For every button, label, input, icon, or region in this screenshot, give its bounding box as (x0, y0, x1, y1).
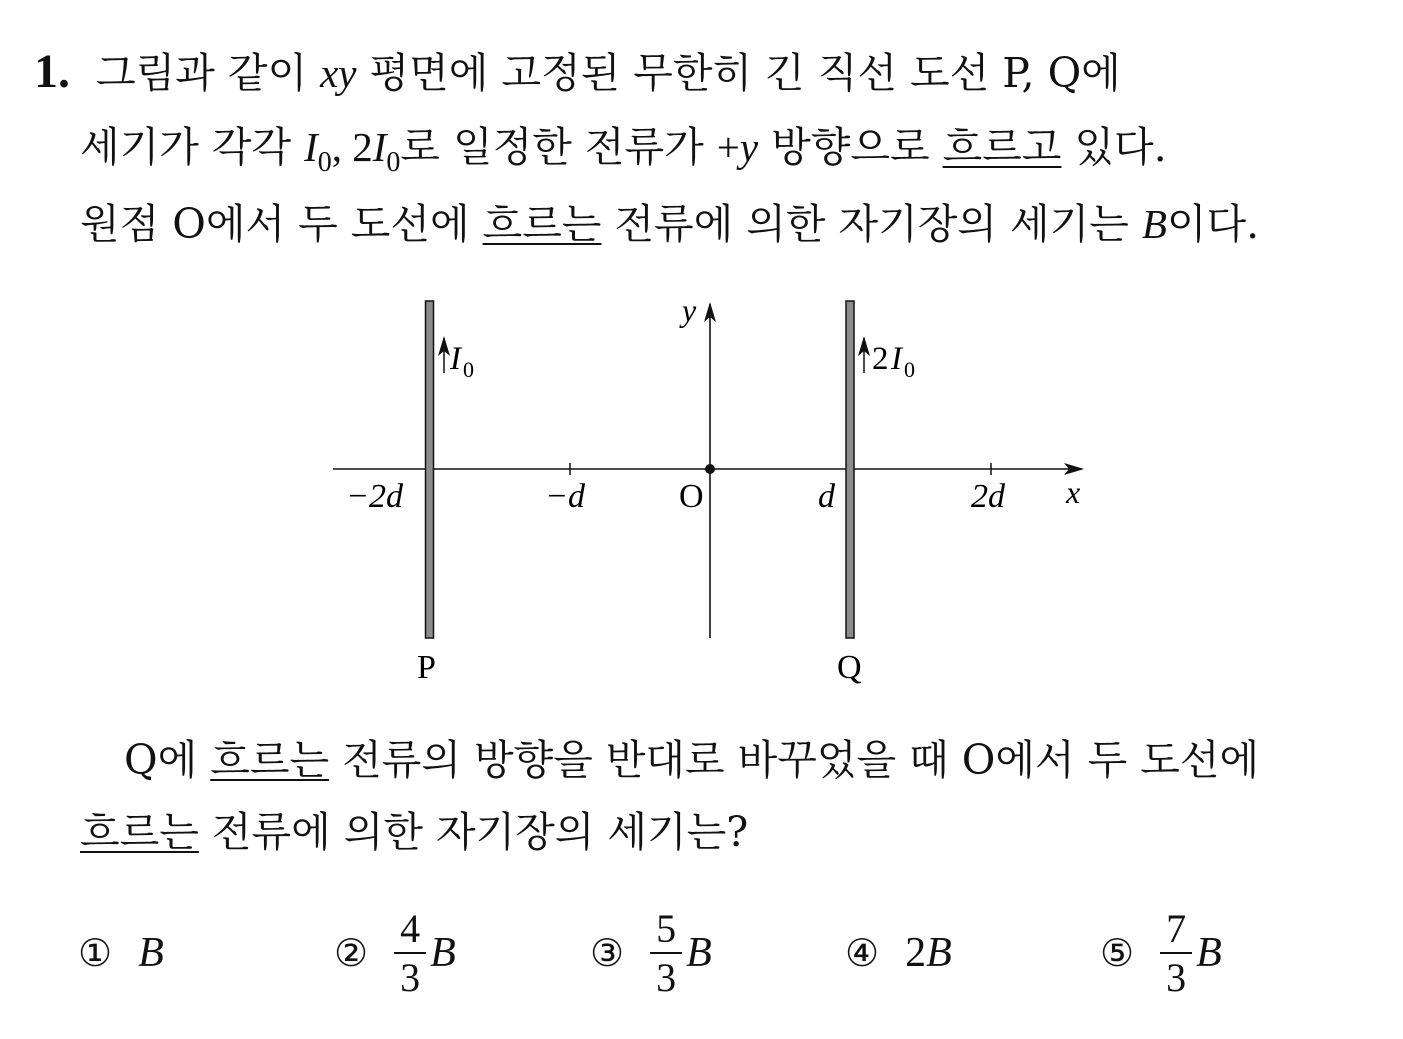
current-label-q: I (891, 341, 902, 377)
underlined-word: 흐르는 (80, 808, 199, 856)
y-axis-label: y (682, 292, 697, 328)
text-segment: , 2 (331, 124, 373, 170)
tick-label-minus-2d: −2d (346, 478, 403, 515)
text-segment: 로 일정한 전류가 (400, 123, 717, 171)
current-label-p: I (450, 341, 461, 377)
math-subscript: 0 (317, 147, 332, 178)
wire-q-label: Q (837, 649, 862, 686)
math-subscript: 0 (386, 147, 401, 178)
math-plus: + (716, 124, 740, 170)
math-y: y (739, 124, 759, 170)
wire-p (426, 301, 434, 638)
text-segment: 전류에 의한 자기장의 세기는? (198, 808, 749, 856)
choice-4[interactable] (845, 905, 952, 1001)
choice-1[interactable] (78, 905, 164, 1001)
choice-marker: ② (334, 931, 369, 975)
text-segment: 원점 O에서 두 도선에 (80, 200, 483, 248)
origin-point (705, 464, 715, 474)
text-segment: 그림과 같이 (96, 49, 321, 97)
choice-marker: ③ (590, 931, 625, 975)
fraction-denominator: 3 (1166, 954, 1187, 1000)
current-label-q-sub: 0 (904, 357, 915, 382)
choice-variable: B (1196, 930, 1222, 976)
underlined-word: 흐르고 (942, 123, 1062, 171)
underlined-word: 흐르는 (210, 736, 330, 784)
choice-fraction (1160, 905, 1192, 1000)
math-xy: xy (320, 50, 357, 96)
tick-label-2d: 2d (971, 478, 1005, 515)
current-label-q-coef: 2 (872, 341, 889, 377)
choice-coefficient: 2 (905, 930, 927, 976)
text-segment: 전류에 의한 자기장의 세기는 (601, 200, 1142, 248)
question-line-1 (124, 736, 1260, 784)
tick-label-d: d (818, 478, 835, 515)
question-line-2 (80, 808, 749, 856)
text-segment: 전류의 방향을 반대로 바꾸었을 때 O에서 두 도선에 (329, 736, 1260, 784)
fraction-numerator: 5 (656, 905, 677, 951)
wire-q (846, 301, 854, 638)
choice-5[interactable] (1100, 905, 1222, 1001)
choice-marker: ① (78, 931, 113, 975)
text-segment: 있다. (1061, 123, 1167, 171)
question-number: 1. (34, 45, 70, 98)
fraction-numerator: 7 (1166, 905, 1187, 951)
choice-variable: B (926, 930, 952, 976)
fraction-numerator: 4 (400, 905, 421, 951)
text-segment: 방향으로 (758, 123, 943, 171)
text-segment: Q에 (124, 736, 211, 784)
choice-3[interactable] (590, 905, 712, 1001)
choice-fraction (394, 905, 426, 1000)
math-B: B (1141, 201, 1167, 247)
choice-marker: ⑤ (1100, 931, 1135, 975)
text-segment: 세기가 각각 (80, 123, 305, 171)
choice-variable: B (430, 930, 456, 976)
origin-label: O (679, 478, 704, 515)
x-axis-label: x (1066, 474, 1081, 510)
choice-fraction (650, 905, 682, 1000)
choice-variable: B (686, 930, 712, 976)
choice-2[interactable] (334, 905, 456, 1001)
underlined-word: 흐르는 (482, 200, 602, 248)
wire-p-label: P (417, 649, 436, 686)
choice-variable: B (138, 930, 164, 976)
choice-marker: ④ (845, 931, 880, 975)
math-I: I (372, 124, 387, 170)
fraction-denominator: 3 (656, 954, 677, 1000)
text-segment: 평면에 고정된 무한히 긴 직선 도선 P, Q에 (356, 49, 1121, 97)
current-label-p-sub: 0 (463, 357, 474, 382)
fraction-denominator: 3 (400, 954, 421, 1000)
tick-label-minus-d: −d (545, 478, 585, 515)
text-segment: 이다. (1166, 200, 1260, 248)
math-I: I (304, 124, 318, 170)
